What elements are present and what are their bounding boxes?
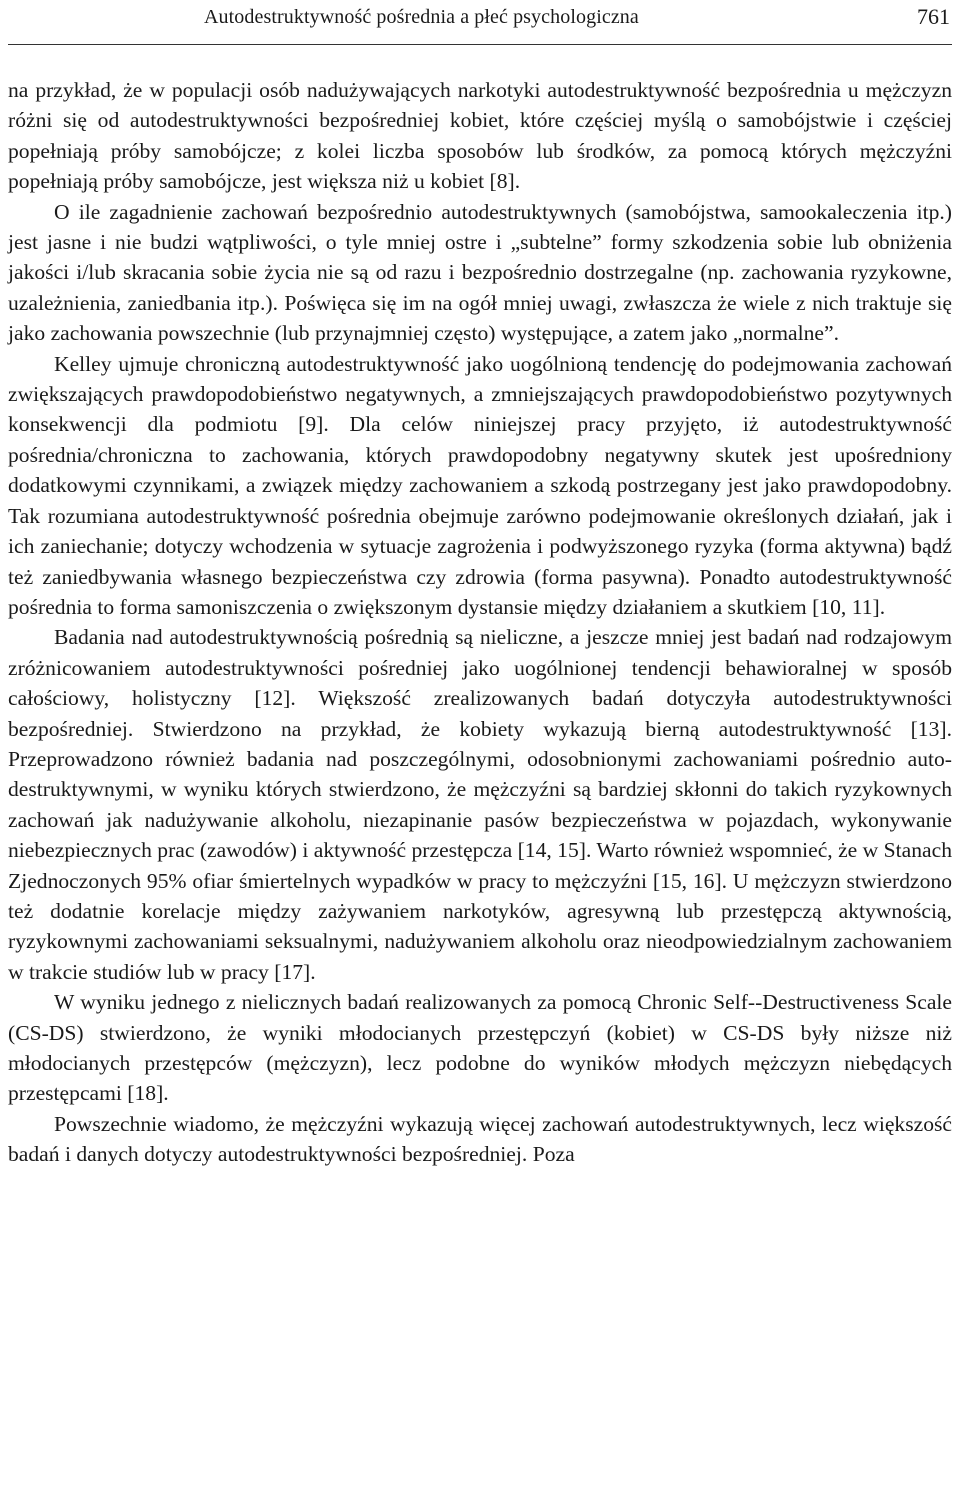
body-text <box>8 75 952 1170</box>
paragraph-continuation: na przykład, że w populacji osób nadużywających narkotyki autodestruktywność bezpośrednia u mężczyzn różni się od autodestruktywności bezpośredniej kobiet, które częściej myślą o samobójstwie i częściej popełniają próby samobójcze; z kolei liczba sposobów lub środków, za pomocą których mężczyźni popełniają próby samobójcze, jest większa niż u kobiet [8]. <box>8 78 952 194</box>
paragraph-csds-study: W wyniku jednego z nielicznych badań realizowanych za pomocą Chronic Self--Destructiveness Scale (CS-DS) stwierdzono, że wyniki młodocianych przestępczyń (kobiet) w CS-DS były niższe niż młodocianych przestępców (mężczyzn), lecz podobne do wyników młodych mężczyzn niebędących przestępcami [18]. <box>8 990 952 1106</box>
paragraph-kelley-definition: Kelley ujmuje chroniczną autodestruktywność jako uogólnioną tendencję do podejmowania zachowań zwiększających prawdopodobieństwo negatywnych, a zmniejszających prawdopodobieństwo pozytywnych konsekwencji dla podmiotu [9]. Dla celów niniejszej pracy przyjęto, iż autodestruktywność pośrednia/chroniczna to zachowania, których prawdopodobny negatywny skutek jest upośredniony dodatkowymi czynnikami, a związek między zachowaniem a szkodą postrzegany jest jako prawdopodobny. Tak rozumiana autodestruktywność pośrednia obejmuje zarówno podejmowanie określonych działań, jak i ich zaniechanie; dotyczy wchodzenia w sytuacje zagrożenia i podwyższonego ryzyka (forma aktywna) bądź też zaniedbywania własnego bezpieczeństwa czy zdrowia (forma pasywna). Ponadto autodestruktywność pośrednia to forma samoniszczenia o zwiększonym dystansie między działaniem a skutkiem [10, 11]. <box>8 351 952 619</box>
document-page <box>8 0 952 1170</box>
paragraph-direct-vs-indirect: O ile zagadnienie zachowań bezpośrednio autodestruktywnych (samobójstwa, samookaleczenia itp.) jest jasne i nie budzi wątpliwości, o tyle mniej ostre i „subtelne” formy szkodzenia sobie lub obniżenia jakości i/lub skracania sobie życia nie są od razu i bezpośrednio dostrzegalne (np. zachowania ryzykowne, uzależnienia, zaniedbania itp.). Poświęca się im na ogół mniej uwagi, zwłaszcza że wiele z nich traktuje się jako zachowania powszechnie (lub przynajmniej często) występujące, a zatem jako „normalne”. <box>8 199 952 346</box>
paragraph-conclusion-start: Powszechnie wiadomo, że mężczyźni wykazują więcej zachowań autodestruktywnych, lecz większość badań i danych dotyczy autodestruktywności bezpośredniej. Poza <box>8 1111 952 1167</box>
running-header <box>8 0 952 45</box>
running-title: Autodestruktywność pośrednia a płeć psychologiczna <box>204 6 639 28</box>
page-number: 761 <box>917 4 950 29</box>
paragraph-research-overview: Badania nad autodestruktywnością pośrednią są nieliczne, a jeszcze mniej jest badań nad rodzajowym zróżnicowaniem autodestruktywności pośredniej jako uogólnionej tendencji behawioralnej w sposób całościowy, holistyczny [12]. Większość zrealizowanych badań dotyczyła autodestruktywności bezpośredniej. Stwierdzono na przykład, że kobiety wykazują bierną autodestruktywność [13]. Przeprowadzono również badania nad poszczególnymi, odosobnionymi zachowaniami pośrednio autodestruktywnymi, w wyniku których stwierdzono, że mężczyźni są bardziej skłonni do takich ryzykownych zachowań jak nadużywanie alkoholu, niezapinanie pasów bezpieczeństwa w pojazdach, wykonywanie niebezpiecznych prac (zawodów) i aktywność przestępcza [14, 15]. Warto również wspomnieć, że w Stanach Zjednoczonych 95% ofiar śmiertelnych wypadków w pracy to mężczyźni [15, 16]. U mężczyzn stwierdzono też dodatnie korelacje między zażywaniem narkotyków, agresywną lub przestępczą aktywnością, ryzykownymi zachowaniami seksualnymi, nadużywaniem alkoholu oraz nieodpowiedzialnym zachowaniem w trakcie studiów lub w pracy [17]. <box>8 625 952 984</box>
